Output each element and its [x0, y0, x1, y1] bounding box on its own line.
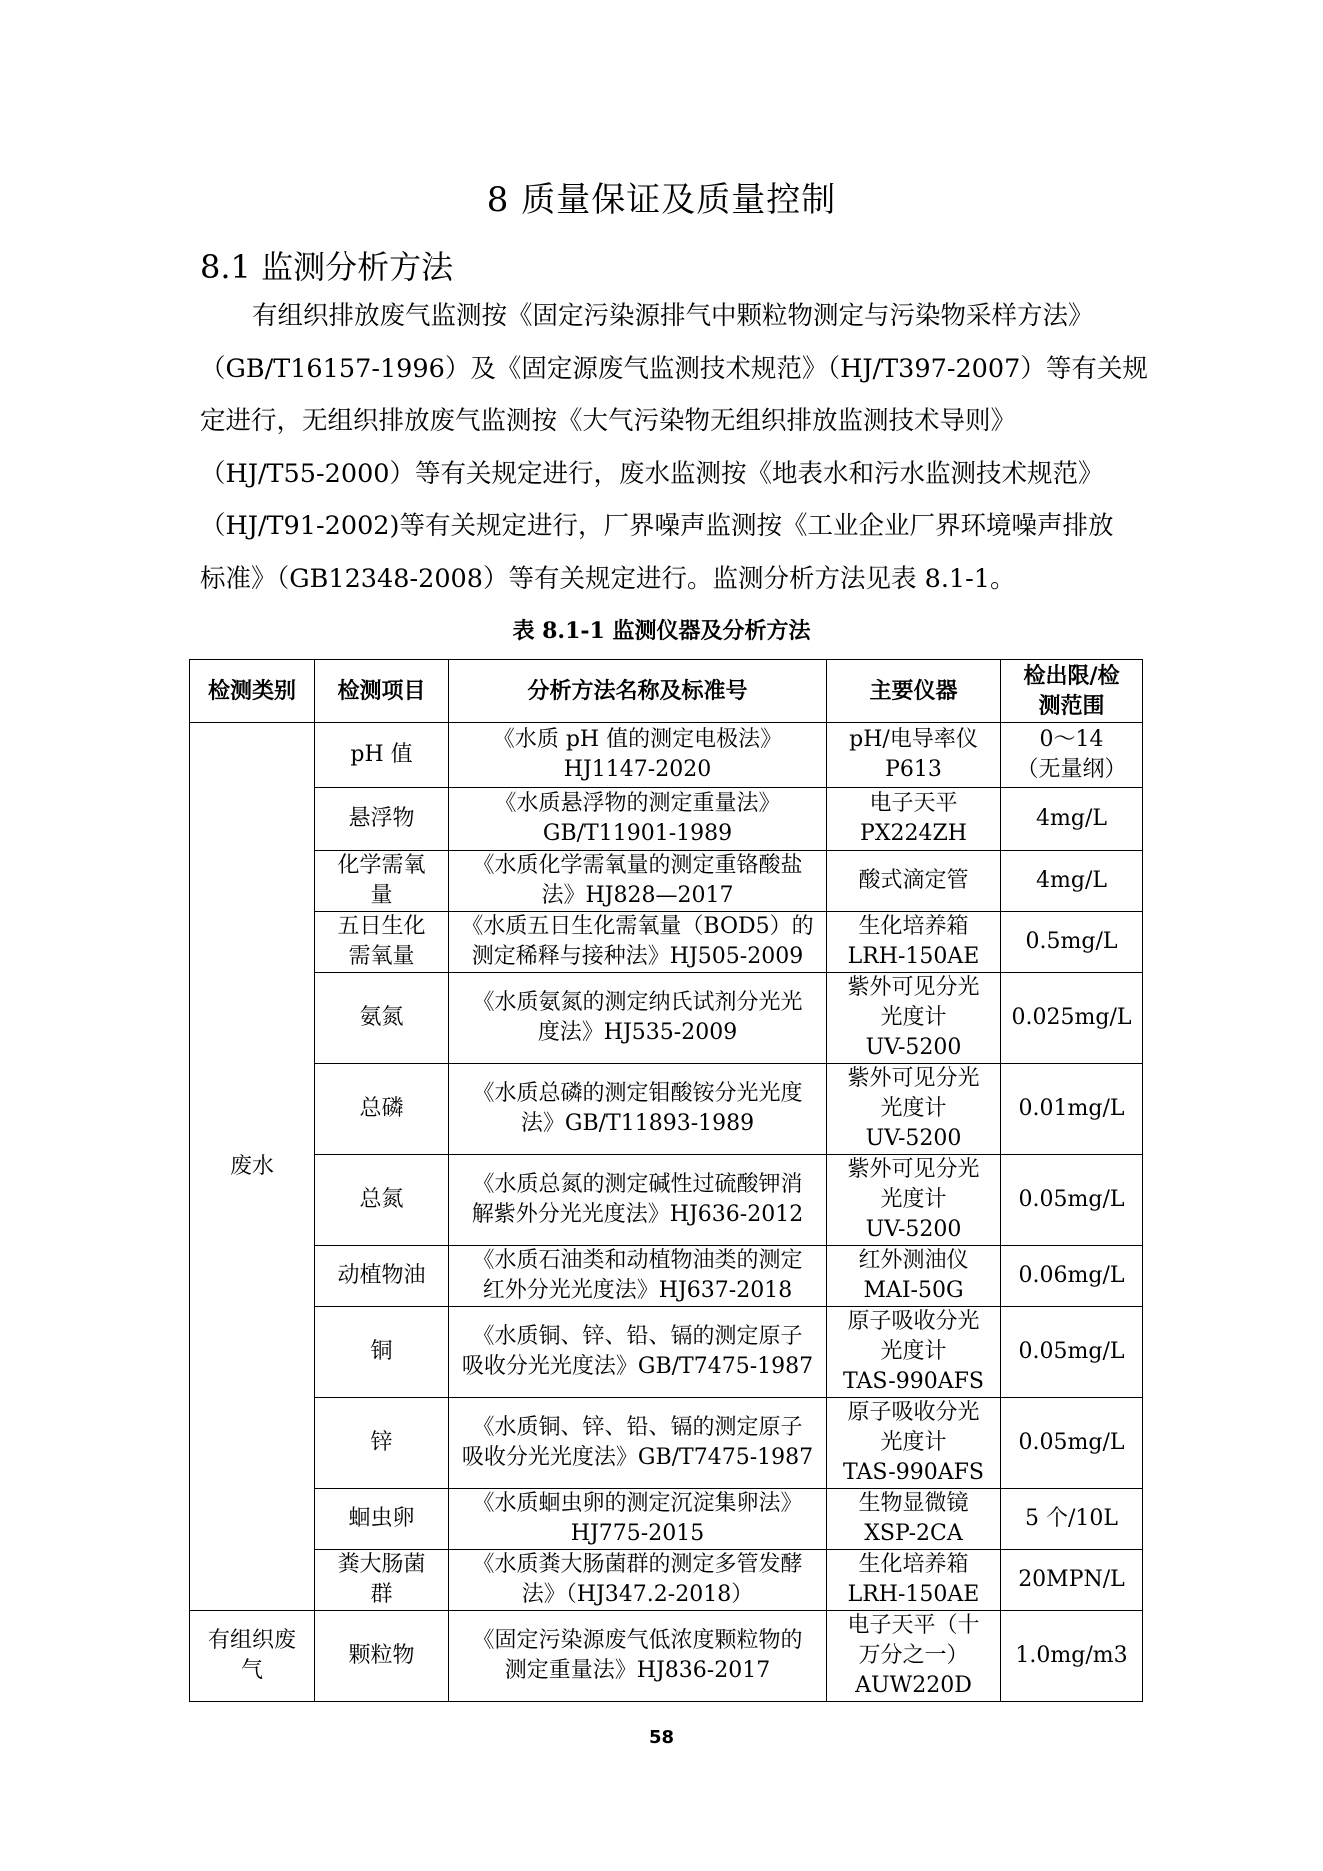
- cell-method: 《水质石油类和动植物油类的测定 红外分光光度法》HJ637-2018: [449, 1246, 827, 1307]
- table-row: [190, 912, 1143, 973]
- table-row: [190, 1246, 1143, 1307]
- methods-table: [189, 659, 1143, 1702]
- cell-limit: 4mg/L: [1001, 788, 1143, 851]
- table-row: [190, 1611, 1143, 1702]
- cell-method: 《水质悬浮物的测定重量法》 GB/T11901-1989: [449, 788, 827, 851]
- header-limit: 检出限/检 测范围: [1001, 660, 1143, 723]
- cell-limit: 0.025mg/L: [1001, 973, 1143, 1064]
- table-header-row: [190, 660, 1143, 723]
- cell-item: pH 值: [315, 723, 449, 788]
- cell-limit: 0.01mg/L: [1001, 1064, 1143, 1155]
- cell-instrument: 生化培养箱 LRH-150AE: [827, 1550, 1001, 1611]
- cell-method: 《水质化学需氧量的测定重铬酸盐 法》HJ828—2017: [449, 851, 827, 912]
- table-row: [190, 1489, 1143, 1550]
- table-caption: 表 8.1-1 监测仪器及分析方法: [512, 618, 811, 644]
- cell-item: 颗粒物: [315, 1611, 449, 1702]
- cell-method: 《水质铜、锌、铅、镉的测定原子 吸收分光光度法》GB/T7475-1987: [449, 1398, 827, 1489]
- cell-limit: 5 个/10L: [1001, 1489, 1143, 1550]
- paragraph-line: （HJ/T55-2000）等有关规定进行，废水监测按《地表水和污水监测技术规范》: [200, 458, 1104, 489]
- cell-item: 五日生化 需氧量: [315, 912, 449, 973]
- cell-instrument: 生物显微镜 XSP-2CA: [827, 1489, 1001, 1550]
- table-row: [190, 1398, 1143, 1489]
- cell-instrument: 原子吸收分光 光度计 TAS-990AFS: [827, 1398, 1001, 1489]
- table-row: [190, 973, 1143, 1064]
- cell-instrument: 原子吸收分光 光度计 TAS-990AFS: [827, 1307, 1001, 1398]
- cell-method: 《水质氨氮的测定纳氏试剂分光光 度法》HJ535-2009: [449, 973, 827, 1064]
- cell-item: 蛔虫卵: [315, 1489, 449, 1550]
- header-category: 检测类别: [190, 660, 315, 723]
- cell-method: 《水质 pH 值的测定电极法》 HJ1147-2020: [449, 723, 827, 788]
- cell-limit: 4mg/L: [1001, 851, 1143, 912]
- table-row: [190, 788, 1143, 851]
- table-body: [190, 723, 1143, 1702]
- cell-method: 《固定污染源废气低浓度颗粒物的 测定重量法》HJ836-2017: [449, 1611, 827, 1702]
- cell-item: 锌: [315, 1398, 449, 1489]
- cell-instrument: 酸式滴定管: [827, 851, 1001, 912]
- cell-method: 《水质铜、锌、铅、镉的测定原子 吸收分光光度法》GB/T7475-1987: [449, 1307, 827, 1398]
- cell-instrument: 紫外可见分光 光度计 UV-5200: [827, 1064, 1001, 1155]
- cell-method: 《水质五日生化需氧量（BOD5）的 测定稀释与接种法》HJ505-2009: [449, 912, 827, 973]
- cell-limit: 1.0mg/m3: [1001, 1611, 1143, 1702]
- cell-item: 氨氮: [315, 973, 449, 1064]
- cell-instrument: 生化培养箱 LRH-150AE: [827, 912, 1001, 973]
- paragraph-line: （HJ/T91-2002)等有关规定进行，厂界噪声监测按《工业企业厂界环境噪声排放: [200, 511, 1114, 541]
- cell-instrument: 电子天平 PX224ZH: [827, 788, 1001, 851]
- page-number: 58: [648, 1727, 675, 1748]
- cell-item: 粪大肠菌 群: [315, 1550, 449, 1611]
- table-row: [190, 1155, 1143, 1246]
- cell-item: 悬浮物: [315, 788, 449, 851]
- body-paragraph: [200, 290, 1148, 605]
- table-row: [190, 851, 1143, 912]
- paragraph-line: 有组织排放废气监测按《固定污染源排气中颗粒物测定与污染物采样方法》: [252, 301, 1094, 331]
- cell-instrument: pH/电导率仪 P613: [827, 723, 1001, 788]
- cell-item: 动植物油: [315, 1246, 449, 1307]
- cell-limit: 0～14 （无量纲）: [1001, 723, 1143, 788]
- cell-category: 有组织废 气: [190, 1611, 315, 1702]
- table-row: [190, 1064, 1143, 1155]
- header-item: 检测项目: [315, 660, 449, 723]
- cell-method: 《水质蛔虫卵的测定沉淀集卵法》 HJ775-2015: [449, 1489, 827, 1550]
- header-method: 分析方法名称及标准号: [449, 660, 827, 723]
- cell-method: 《水质总氮的测定碱性过硫酸钾消 解紫外分光光度法》HJ636-2012: [449, 1155, 827, 1246]
- table-row: [190, 1307, 1143, 1398]
- cell-item: 总氮: [315, 1155, 449, 1246]
- cell-limit: 0.05mg/L: [1001, 1155, 1143, 1246]
- paragraph-line: 标准》（GB12348-2008）等有关规定进行。监测分析方法见表 8.1-1。: [200, 563, 1016, 594]
- table-row: [190, 1550, 1143, 1611]
- cell-method: 《水质粪大肠菌群的测定多管发酵 法》（HJ347.2-2018）: [449, 1550, 827, 1611]
- paragraph-line: （GB/T16157-1996）及《固定源废气监测技术规范》（HJ/T397-2007）等有关规: [200, 353, 1148, 384]
- cell-limit: 20MPN/L: [1001, 1550, 1143, 1611]
- cell-item: 铜: [315, 1307, 449, 1398]
- cell-limit: 0.5mg/L: [1001, 912, 1143, 973]
- cell-limit: 0.05mg/L: [1001, 1307, 1143, 1398]
- cell-limit: 0.06mg/L: [1001, 1246, 1143, 1307]
- cell-category: 废水: [190, 723, 315, 1611]
- table-row: [190, 723, 1143, 788]
- cell-item: 化学需氧 量: [315, 851, 449, 912]
- cell-method: 《水质总磷的测定钼酸铵分光光度 法》GB/T11893-1989: [449, 1064, 827, 1155]
- paragraph-line: 定进行，无组织排放废气监测按《大气污染物无组织排放监测技术导则》: [200, 406, 1017, 436]
- header-instrument: 主要仪器: [827, 660, 1001, 723]
- cell-instrument: 电子天平（十 万分之一） AUW220D: [827, 1611, 1001, 1702]
- cell-instrument: 红外测油仪 MAI-50G: [827, 1246, 1001, 1307]
- chapter-title: 8 质量保证及质量控制: [486, 180, 837, 220]
- cell-instrument: 紫外可见分光 光度计 UV-5200: [827, 973, 1001, 1064]
- cell-instrument: 紫外可见分光 光度计 UV-5200: [827, 1155, 1001, 1246]
- cell-item: 总磷: [315, 1064, 449, 1155]
- section-title: 8.1 监测分析方法: [200, 248, 454, 286]
- cell-limit: 0.05mg/L: [1001, 1398, 1143, 1489]
